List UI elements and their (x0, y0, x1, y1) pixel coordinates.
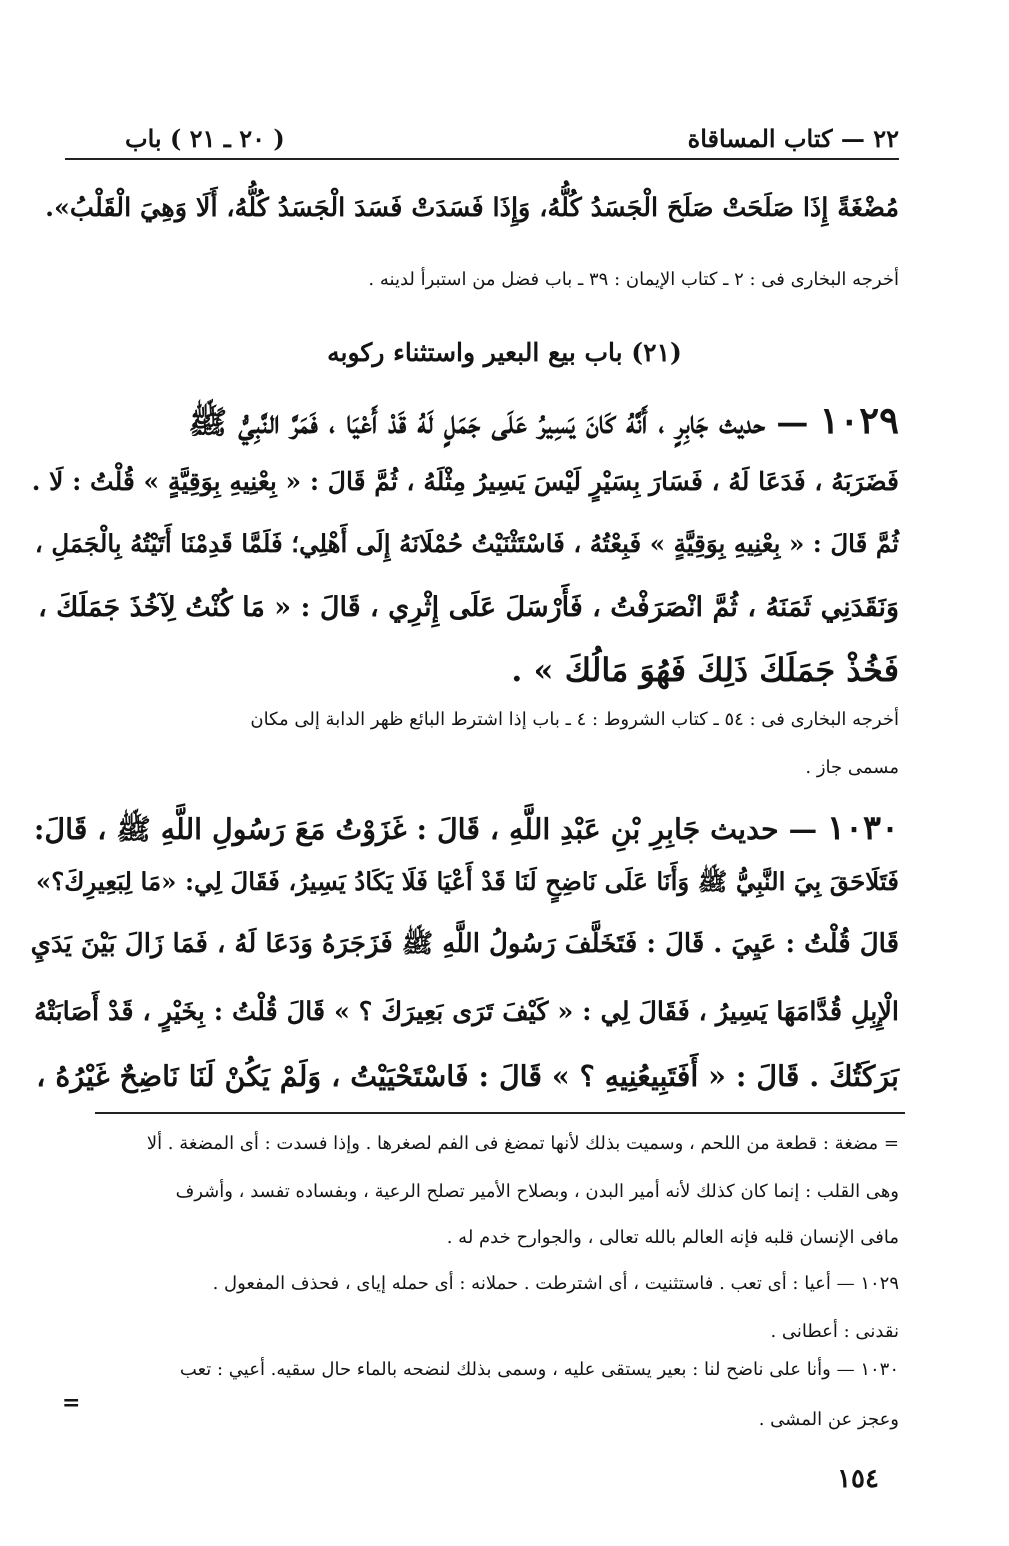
hadith-1029-line-1 (188, 400, 899, 442)
section-title: (٢١) باب بيع البعير واستثناء ركوبه (327, 338, 682, 367)
opening-text-line: مُضْغَةً إِذَا صَلَحَتْ صَلَحَ الْجَسَدُ كُلُّهُ، وَإِذَا فَسَدَتْ فَسَدَ الْجَسَدُ كُلُّهُ، أَلَا وَهِيَ الْقَلْبُ». (45, 193, 899, 223)
hadith-1030-line-5: بَرَكَتُكَ . قَالَ : « أَفَتَبِيعُنِيهِ ؟ » قَالَ : فَاسْتَحْيَيْتُ ، وَلَمْ يَكُنْ لَنَا نَاضِحٌ غَيْرُهُ ، (36, 1059, 899, 1093)
hadith-1030-line-2: فَتَلَاحَقَ بِيَ النَّبِيُّ ﷺ وَأَنَا عَلَى نَاضِحٍ لَنَا قَدْ أَعْيَا فَلَا يَكَادُ يَسِيرُ، فَقَالَ لِي: «مَا لِبَعِيرِكَ؟» (35, 867, 899, 896)
footnote-1-line-1: = مضغة : قطعة من اللحم ، وسميت بذلك لأنها تمضغ فى الفم لصغرها . وإذا فسدت : أى المضغة . ألا (146, 1133, 899, 1154)
hadith-1029-line-2: فَضَرَبَهُ ، فَدَعَا لَهُ ، فَسَارَ بِسَيْرٍ لَيْسَ يَسِيرُ مِثْلَهُ ، ثُمَّ قَالَ : « بِعْنِيهِ بِوَقِيَّةٍ » قُلْتُ : لَا . (31, 467, 899, 496)
hadith-1029-line-3: ثُمَّ قَالَ : « بِعْنِيهِ بِوَقِيَّةٍ » فَبِعْتُهُ ، فَاسْتَثْنَيْتُ حُمْلَانَهُ إِلَى أَهْلِي؛ فَلَمَّا قَدِمْنَا أَتَيْتُهُ بِالْجَمَلِ ، (34, 529, 899, 558)
footnote-1-line-2: وهى القلب : إنما كان كذلك لأنه أمير البدن ، وبصلاح الأمير تصلح الرعية ، وبفساده تفسد ، وأشرف (175, 1181, 899, 1202)
footnote-2-line-2: نقدنى : أعطانى . (770, 1321, 899, 1342)
hadith-1030-line-4: الْإِبِلِ قُدَّامَهَا يَسِيرُ ، فَقَالَ لِي : « كَيْفَ تَرَى بَعِيرَكَ ؟ » قَالَ قُلْتُ : بِخَيْرٍ ، قَدْ أَصَابَتْهُ (34, 997, 899, 1027)
continuation-mark: = (62, 1390, 81, 1416)
hadith-1029-source-2: مسمى جاز . (805, 757, 899, 778)
section-reference: ( ٢٠ ـ ٢١ ) باب (125, 124, 285, 153)
footnote-2-line-1: ١٠٢٩ — أعيا : أى تعب . فاستثنيت ، أى اشترطت . حملانه : أى حمله إياى ، فحذف المفعول . (212, 1273, 899, 1294)
hadith-1030-line-1 (34, 808, 899, 849)
page-header (65, 124, 899, 160)
footnote-divider (95, 1112, 905, 1114)
hadith-1029-source-1: أخرجه البخارى فى : ٥٤ ـ كتاب الشروط : ٤ ـ باب إذا اشترط البائع ظهر الدابة إلى مكان (250, 709, 899, 730)
page-number: ١٥٤ (837, 1464, 879, 1494)
hadith-1029-line-1-text: — حديث جَابِرٍ ، أَنَّهُ كَانَ يَسِيرُ عَلَى جَمَلٍ لَهُ قَدْ أَعْيَا ، فَمَرَّ النَّبِيُّ ﷺ (188, 403, 820, 441)
hadith-1030-number: ١٠٣٠ (827, 808, 899, 847)
footnote-3-line-1: ١٠٣٠ — وأنا على ناضح لنا : بعير يستقى عليه ، وسمى بذلك لنضحه بالماء حال سقيه. أعيي : تعب (179, 1359, 899, 1380)
hadith-1029-line-5: فَخُذْ جَمَلَكَ ذَلِكَ فَهُوَ مَالُكَ » . (511, 651, 899, 689)
running-title: ٢٢ — كتاب المساقاة (687, 124, 899, 153)
hadith-1029-number: ١٠٢٩ (819, 398, 899, 442)
hadith-1029-line-4: وَنَقَدَنِي ثَمَنَهُ ، ثُمَّ انْصَرَفْتُ ، فَأَرْسَلَ عَلَى إِثْرِي ، قَالَ : « مَا كُنْتُ لِآخُذَ جَمَلَكَ ، (38, 592, 899, 623)
hadith-1030-line-1-text: — حديث جَابِرِ بْنِ عَبْدِ اللَّهِ ، قَالَ : غَزَوْتُ مَعَ رَسُولِ اللَّهِ ﷺ ، قَالَ: (33, 812, 828, 846)
footnote-1-line-3: مافى الإنسان قلبه فإنه العالم بالله تعالى ، والجوارح خدم له . (446, 1227, 899, 1248)
footnote-3-line-2: وعجز عن المشى . (758, 1409, 899, 1430)
opening-source-line: أخرجه البخارى فى : ٢ ـ كتاب الإيمان : ٣٩ ـ باب فضل من استبرأ لدينه . (368, 269, 899, 290)
hadith-1030-line-3: قَالَ قُلْتُ : عَيِيَ . قَالَ : فَتَخَلَّفَ رَسُولُ اللَّهِ ﷺ فَزَجَرَهُ وَدَعَا لَهُ ، فَمَا زَالَ بَيْنَ يَدَيِ (30, 929, 899, 959)
